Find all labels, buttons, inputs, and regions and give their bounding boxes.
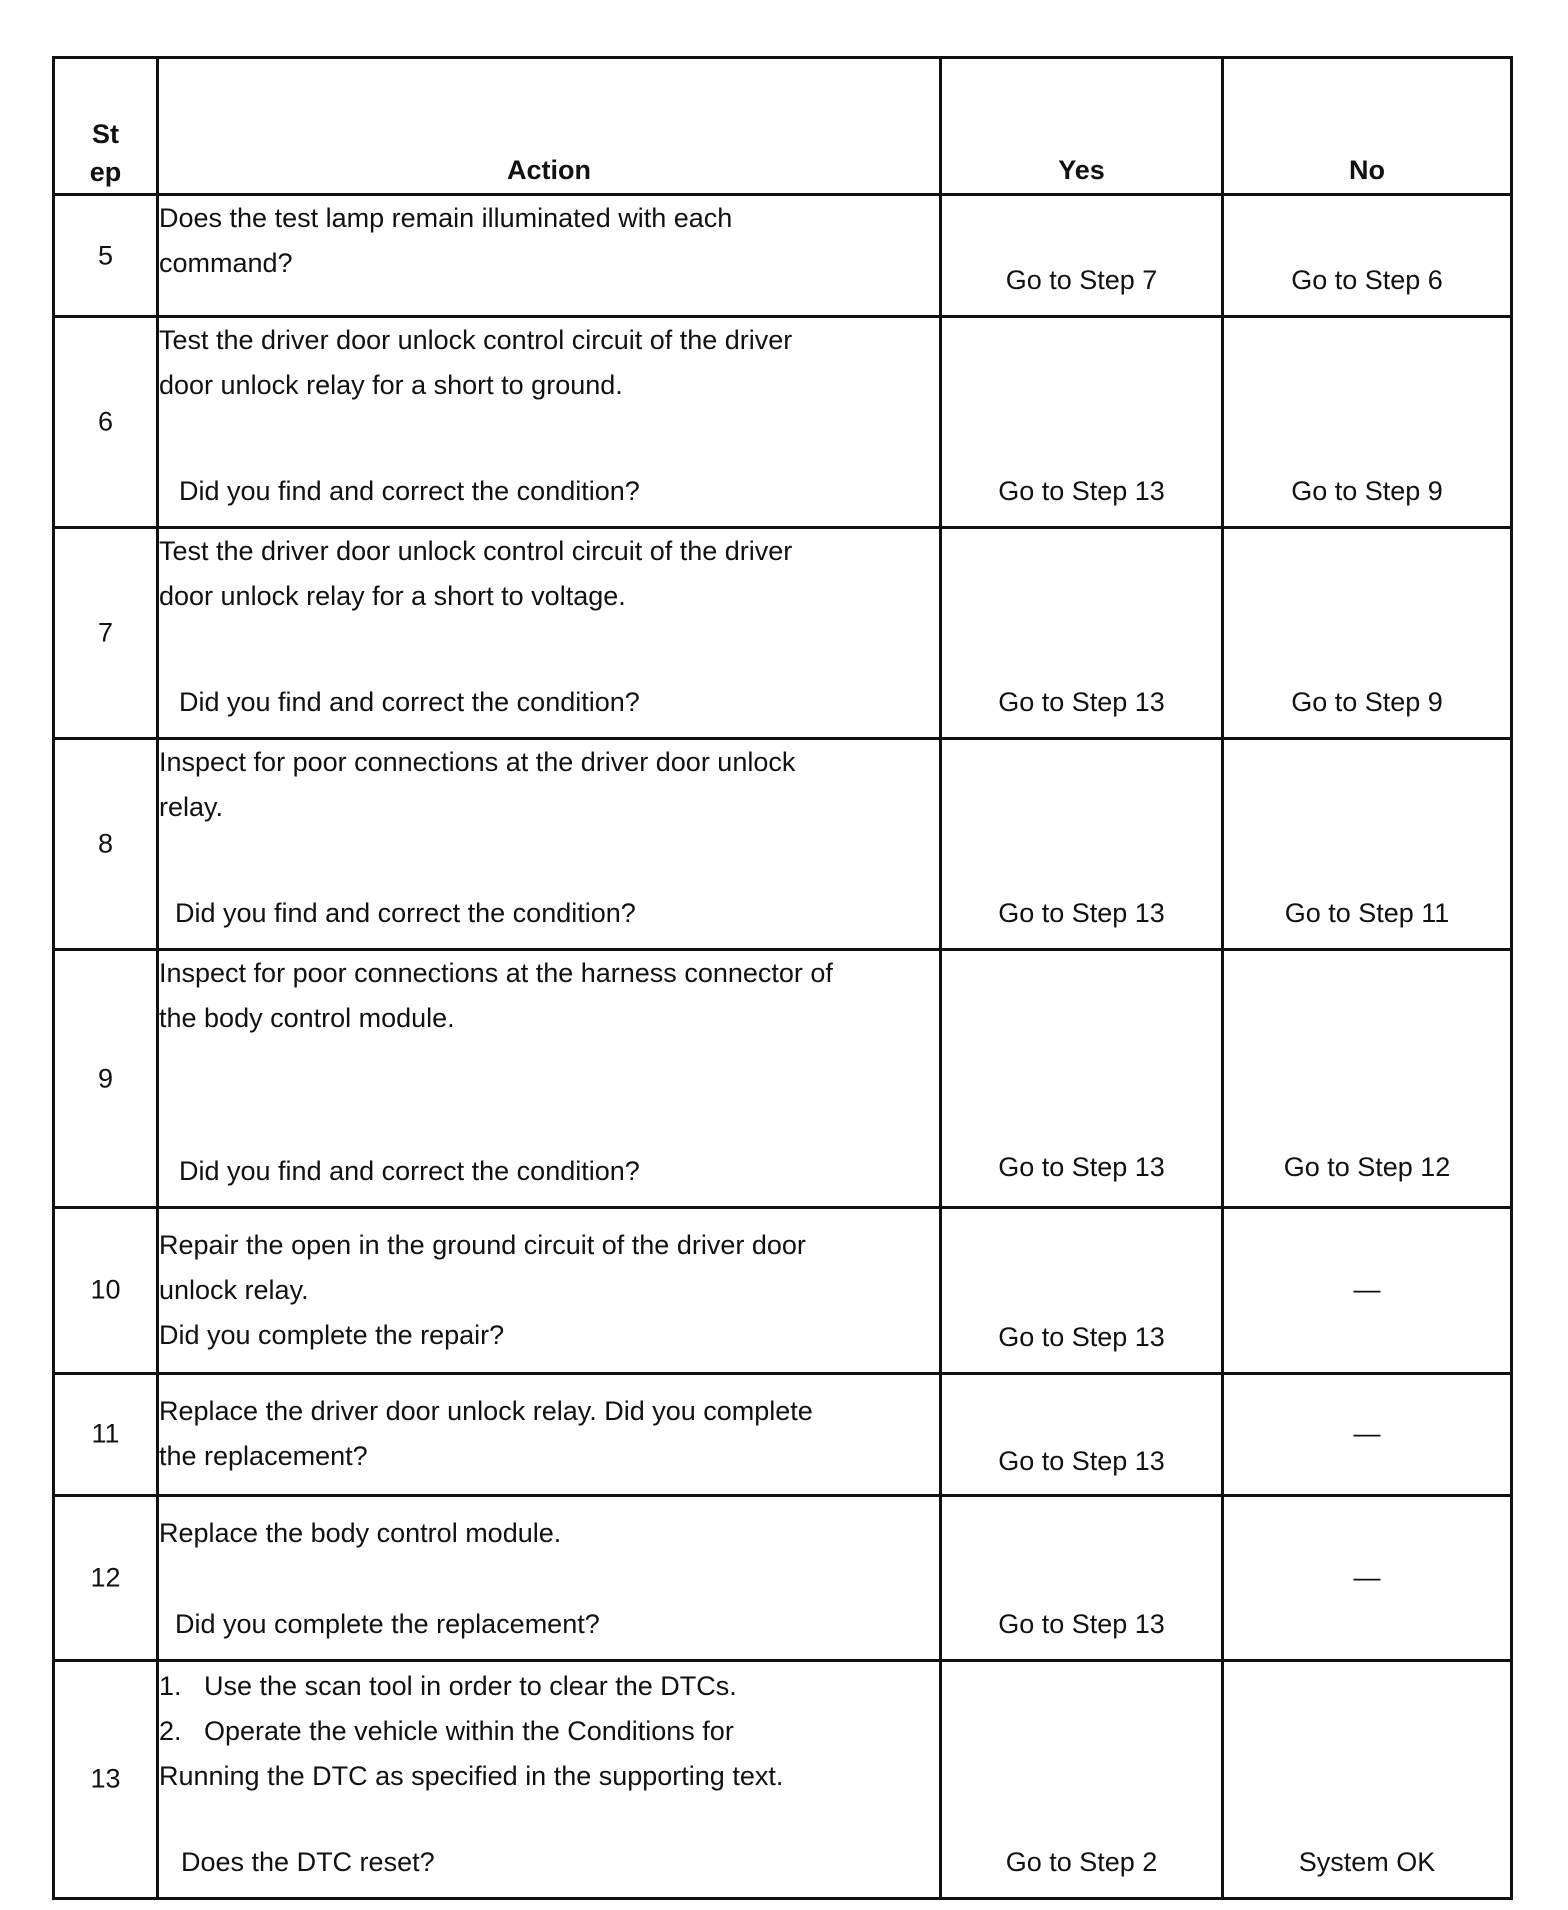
yes-result: Go to Step 2 (1005, 1847, 1158, 1877)
no-result: Go to Step 9 (1291, 687, 1443, 718)
action-line: Does the test lamp remain illuminated with each (159, 203, 733, 234)
action-line: unlock relay. (159, 1274, 309, 1305)
yes-cell (941, 1207, 1223, 1373)
action-line: Test the driver door unlock control circuit of the driver (159, 325, 793, 356)
no-cell (1223, 1207, 1512, 1373)
action-line: Inspect for poor connections at the driver door unlock (159, 747, 796, 778)
no-cell (1223, 1495, 1512, 1660)
yes-result: Go to Step 13 (998, 1608, 1165, 1639)
no-result: Go to Step 9 (1291, 476, 1443, 507)
action-cell (158, 1660, 941, 1898)
action-cell (158, 195, 941, 317)
header-no-label: No (1349, 155, 1385, 186)
table-row (54, 317, 1512, 528)
header-action (158, 58, 941, 195)
action-cell (158, 1373, 941, 1495)
action-cell (158, 1495, 941, 1660)
step-cell (54, 1660, 158, 1898)
header-action-label: Action (507, 155, 591, 186)
yes-result: Go to Step 13 (998, 898, 1165, 929)
step-number: 13 (90, 1763, 121, 1794)
no-result: — (1353, 1274, 1381, 1305)
action-cell (158, 528, 941, 739)
step-number: 10 (90, 1274, 121, 1305)
yes-cell (941, 1373, 1223, 1495)
header-yes-label: Yes (1058, 155, 1105, 186)
yes-result: Go to Step 13 (998, 476, 1165, 507)
header-step (54, 58, 158, 195)
table-row (54, 1373, 1512, 1495)
header-step-line2: ep (89, 157, 122, 187)
action-line: relay. (159, 792, 224, 823)
table-row (54, 195, 1512, 317)
header-no (1223, 58, 1512, 195)
step-cell (54, 739, 158, 950)
step-number: 11 (91, 1418, 120, 1449)
action-line: 2. Operate the vehicle within the Conditions for (159, 1715, 734, 1746)
yes-cell (941, 1660, 1223, 1898)
action-line: 1. Use the scan tool in order to clear the DTCs. (159, 1670, 737, 1701)
step-cell (54, 528, 158, 739)
action-question: Did you find and correct the condition? (179, 476, 640, 507)
action-question: Did you complete the replacement? (175, 1608, 600, 1639)
no-cell (1223, 739, 1512, 950)
table-row (54, 739, 1512, 950)
yes-cell (941, 739, 1223, 950)
yes-result: Go to Step 13 (998, 1321, 1165, 1352)
action-line: Inspect for poor connections at the harness connector of (159, 958, 833, 989)
step-cell (54, 1373, 158, 1495)
no-cell (1223, 528, 1512, 739)
step-number: 8 (97, 828, 114, 859)
no-result: System OK (1298, 1847, 1436, 1877)
action-cell (158, 739, 941, 950)
table-row (54, 1495, 1512, 1660)
action-line: the replacement? (159, 1440, 368, 1471)
no-cell (1223, 195, 1512, 317)
action-line: command? (159, 248, 293, 279)
header-yes (941, 58, 1223, 195)
no-cell (1223, 1660, 1512, 1898)
action-question: Did you find and correct the condition? (179, 1155, 640, 1186)
action-cell (158, 950, 941, 1207)
action-cell (158, 317, 941, 528)
yes-cell (941, 528, 1223, 739)
action-line: door unlock relay for a short to ground. (159, 370, 623, 401)
step-number: 6 (97, 406, 114, 437)
step-cell (54, 195, 158, 317)
action-question: Does the DTC reset? (181, 1847, 435, 1877)
yes-result: Go to Step 13 (998, 1151, 1165, 1182)
yes-cell (941, 950, 1223, 1207)
yes-result: Go to Step 13 (998, 687, 1165, 718)
step-cell (54, 1207, 158, 1373)
no-result: — (1353, 1562, 1381, 1593)
action-line: Did you complete the repair? (159, 1319, 505, 1350)
no-cell (1223, 317, 1512, 528)
table-row (54, 1207, 1512, 1373)
step-cell (54, 317, 158, 528)
header-step-line1: St (92, 119, 119, 149)
header-row (54, 58, 1512, 195)
no-cell (1223, 950, 1512, 1207)
step-cell (54, 950, 158, 1207)
action-cell (158, 1207, 941, 1373)
yes-result: Go to Step 7 (1005, 265, 1158, 296)
action-line: Replace the driver door unlock relay. Did you complete (159, 1395, 813, 1426)
step-cell (54, 1495, 158, 1660)
action-line: the body control module. (159, 1003, 455, 1034)
action-line: Repair the open in the ground circuit of the driver door (159, 1229, 806, 1260)
action-line: Replace the body control module. (159, 1517, 562, 1548)
table-row (54, 1660, 1512, 1898)
step-number: 12 (90, 1562, 121, 1593)
step-number: 9 (97, 1063, 114, 1094)
action-question: Did you find and correct the condition? (179, 687, 640, 718)
step-number: 7 (97, 617, 114, 648)
action-question: Did you find and correct the condition? (175, 898, 636, 929)
no-result: Go to Step 6 (1291, 265, 1443, 296)
no-cell (1223, 1373, 1512, 1495)
no-result: Go to Step 11 (1284, 898, 1450, 929)
action-line: door unlock relay for a short to voltage. (159, 581, 626, 612)
table-row (54, 528, 1512, 739)
no-result: Go to Step 12 (1283, 1151, 1451, 1182)
yes-cell (941, 195, 1223, 317)
diagnostic-table (52, 56, 1513, 1900)
yes-cell (941, 1495, 1223, 1660)
no-result: — (1353, 1418, 1381, 1449)
step-number: 5 (97, 240, 114, 271)
yes-result: Go to Step 13 (998, 1445, 1165, 1476)
table-row (54, 950, 1512, 1207)
yes-cell (941, 317, 1223, 528)
action-line: Running the DTC as specified in the supporting text. (159, 1760, 784, 1791)
action-line: Test the driver door unlock control circuit of the driver (159, 536, 793, 567)
